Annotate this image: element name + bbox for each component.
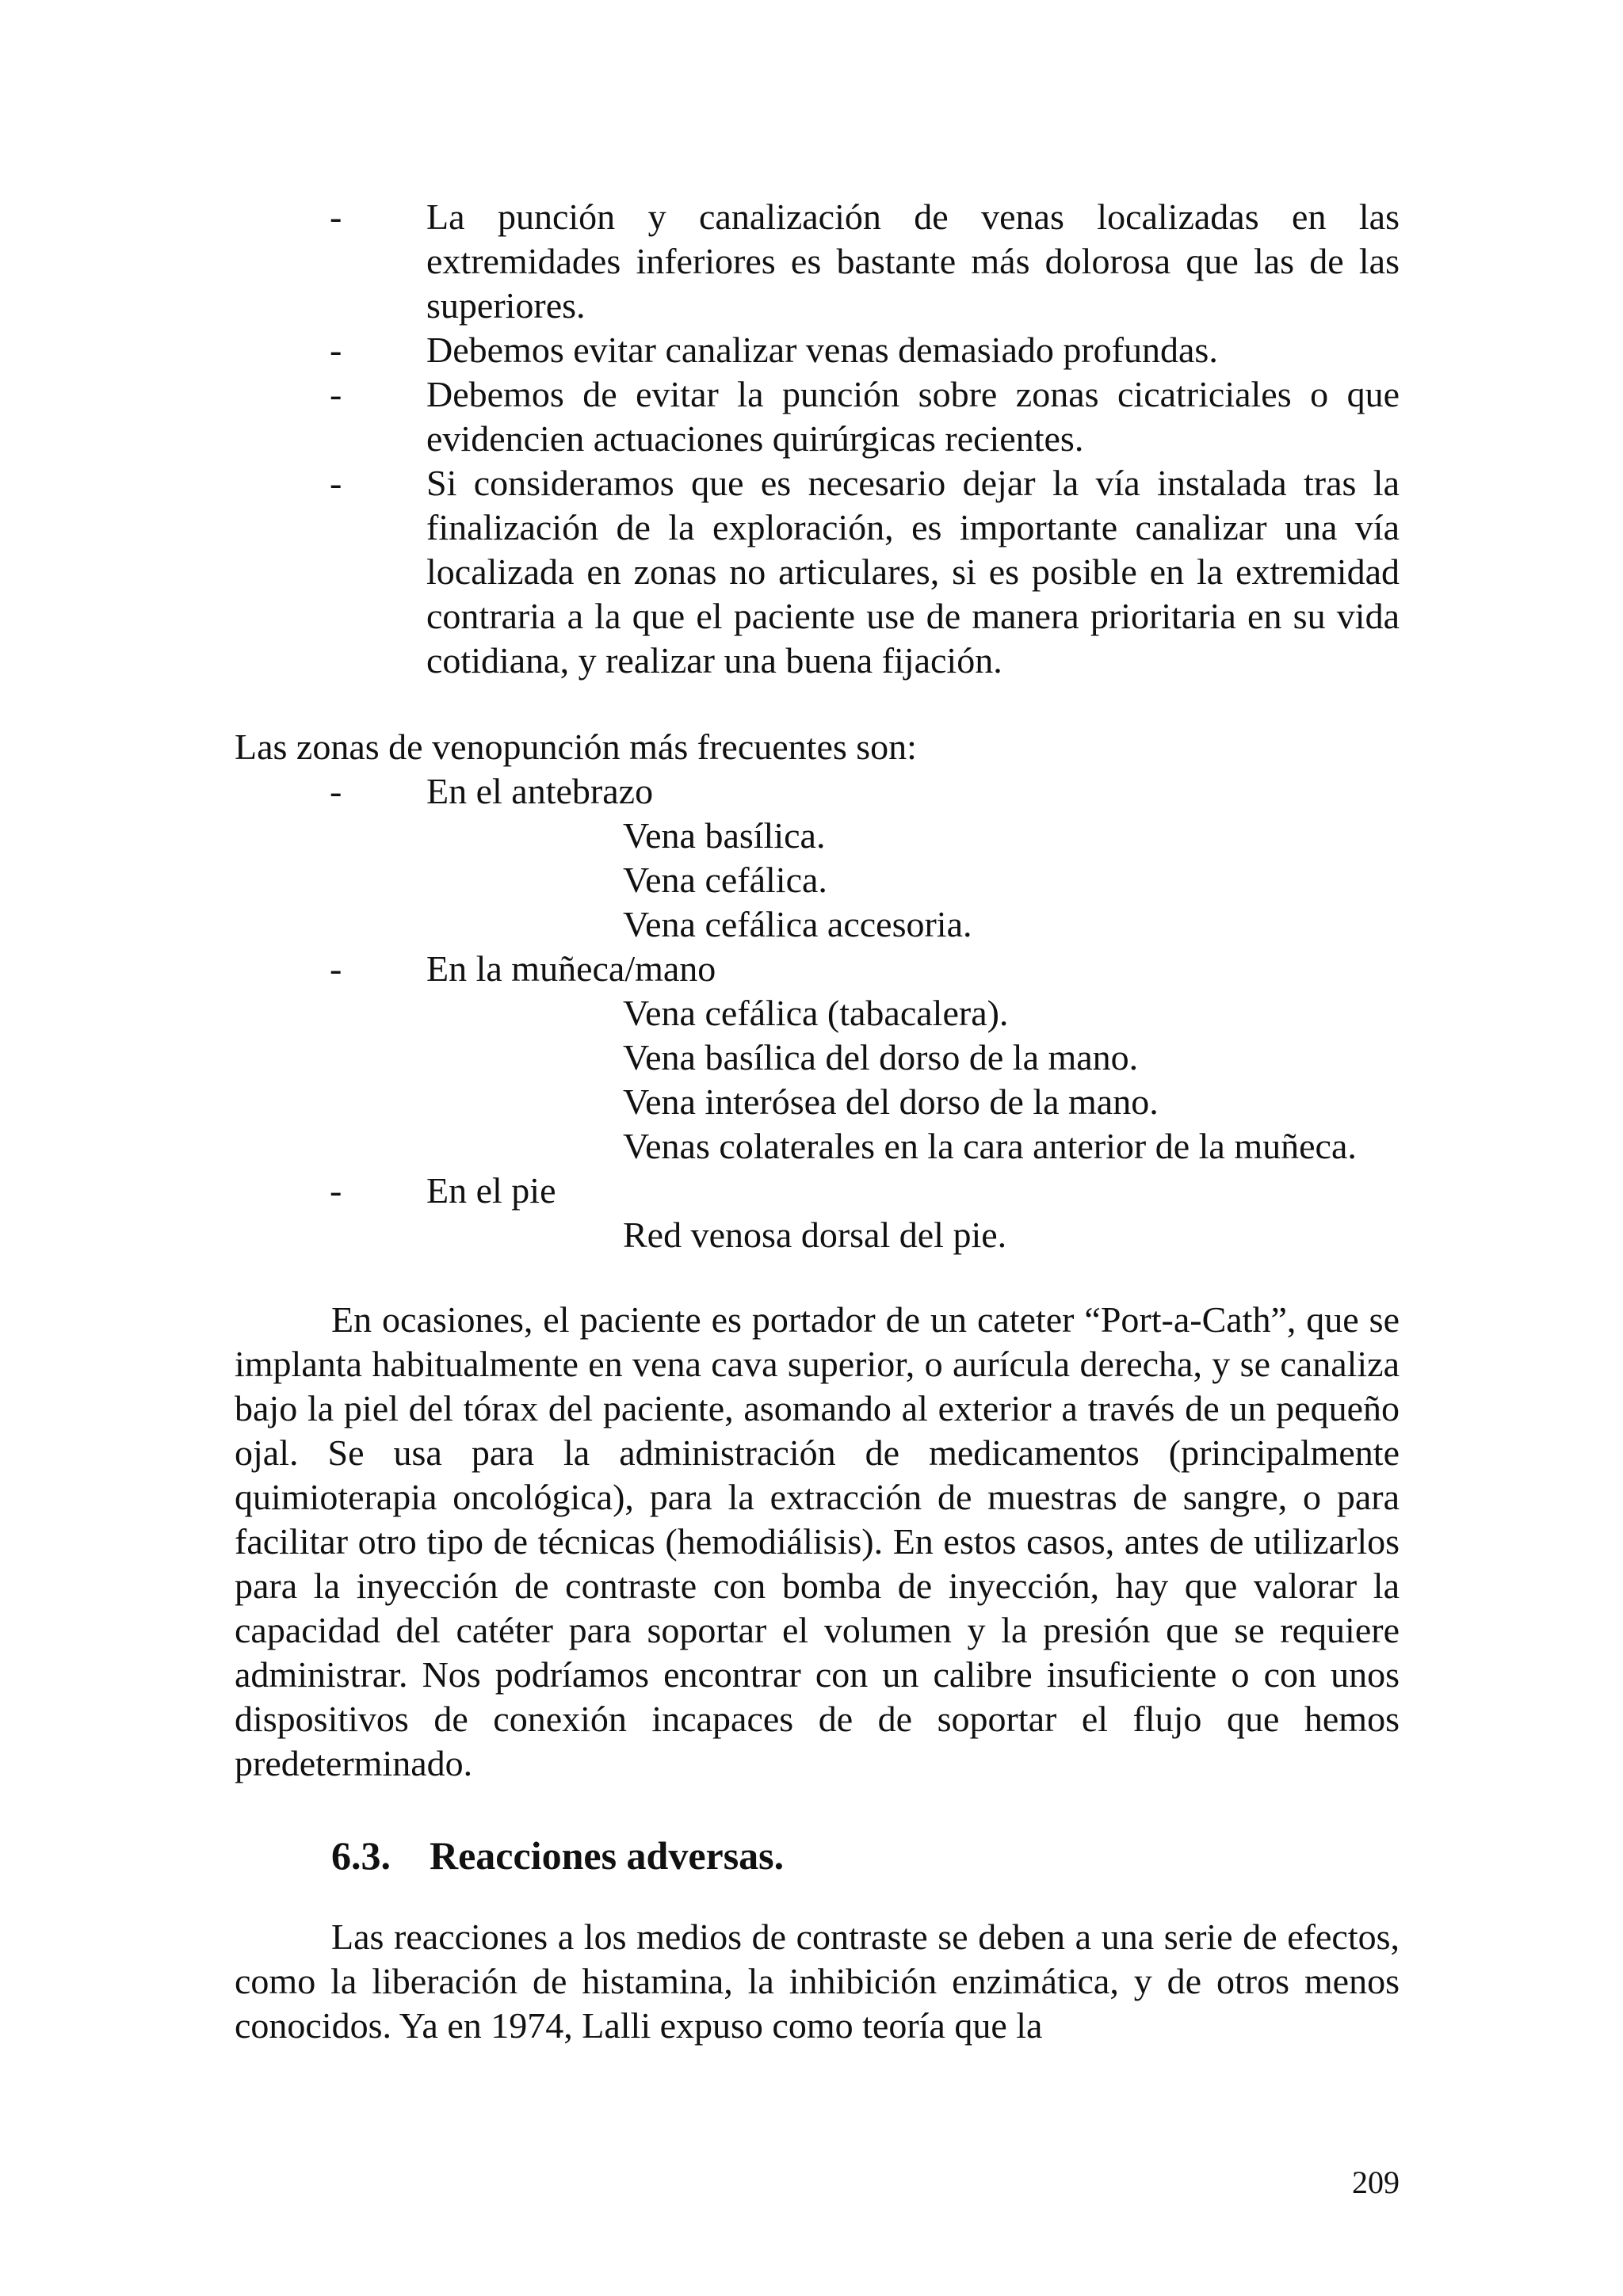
- bullet-text: La punción y canalización de venas localizadas en las extremidades inferiores es bastante más dolorosa que las de las superiores.: [426, 196, 1400, 326]
- vein-item: Red venosa dorsal del pie.: [623, 1215, 1007, 1255]
- section-title: Reacciones adversas.: [430, 1833, 785, 1878]
- zone-marker: -: [330, 948, 342, 989]
- zone-title: En el pie: [426, 1170, 556, 1211]
- vein-item: Vena basílica del dorso de la mano.: [623, 1037, 1139, 1077]
- venipuncture-zones: [235, 769, 1400, 1257]
- paragraph-port-a-cath: En ocasiones, el paciente es portador de un cateter “Port-a-Cath”, que se implanta habitualmente en vena cava superior, o aurícula derecha, y se canaliza bajo la piel del tórax del paciente, asomando al exterior a través de un pequeño ojal. Se usa para la administración de medicamentos (principalmente quimioterapia oncológica), para la extracción de muestras de sangre, o para facilitar otro tipo de técnicas (hemodiálisis). En estos casos, antes de utilizarlos para la inyección de contraste con bomba de inyección, hay que valorar la capacidad del catéter para soportar el volumen y la presión que se requiere administrar. Nos podríamos encontrar con un calibre insuficiente o con unos dispositivos de conexión incapaces de de soportar el flujo que hemos predeterminado.: [235, 1299, 1400, 1783]
- vein-item: Vena basílica.: [623, 815, 826, 856]
- zone-heading: [235, 769, 1400, 814]
- paragraph-adverse-reactions: Las reacciones a los medios de contraste se deben a una serie de efectos, como la liberación de histamina, la inhibición enzimática, y de otros menos conocidos. Ya en 1974, Lalli expuso como teoría que la: [235, 1917, 1400, 2046]
- vein-item: Venas colaterales en la cara anterior de la muñeca.: [623, 1126, 1357, 1166]
- vein-item: Vena cefálica (tabacalera).: [623, 993, 1009, 1033]
- list-item: [235, 195, 1400, 328]
- zone-heading: [235, 947, 1400, 991]
- bullet-text: Debemos de evitar la punción sobre zonas cicatriciales o que evidencien actuaciones quirúrgicas recientes.: [426, 374, 1400, 459]
- list-item: [235, 372, 1400, 461]
- list-item: [235, 461, 1400, 683]
- bullet-text: Debemos evitar canalizar venas demasiado profundas.: [426, 330, 1218, 370]
- bullet-list: [235, 195, 1400, 683]
- zone-heading: [235, 1169, 1400, 1213]
- bullet-marker: -: [330, 196, 342, 237]
- bullet-marker: -: [330, 330, 342, 370]
- list-item: [235, 328, 1400, 372]
- zone-marker: -: [330, 771, 342, 811]
- bullet-marker: -: [330, 463, 342, 503]
- vein-item: Vena cefálica accesoria.: [623, 904, 972, 944]
- zone-title: En la muñeca/mano: [426, 948, 716, 989]
- page-number: 209: [1352, 2164, 1400, 2200]
- zone-marker: -: [330, 1170, 342, 1211]
- zones-intro: Las zonas de venopunción más frecuentes son:: [235, 727, 917, 767]
- zone-title: En el antebrazo: [426, 771, 654, 811]
- bullet-text: Si consideramos que es necesario dejar la vía instalada tras la finalización de la exploración, es importante canalizar una vía localizada en zonas no articulares, si es posible en la extremidad contraria a la que el paciente use de manera prioritaria en su vida cotidiana, y realizar una buena fijación.: [426, 463, 1400, 681]
- bullet-marker: -: [330, 374, 342, 414]
- section-number: 6.3.: [331, 1833, 391, 1878]
- vein-item: Vena interósea del dorso de la mano.: [623, 1081, 1159, 1122]
- vein-item: Vena cefálica.: [623, 860, 827, 900]
- section-heading: [331, 1830, 784, 1881]
